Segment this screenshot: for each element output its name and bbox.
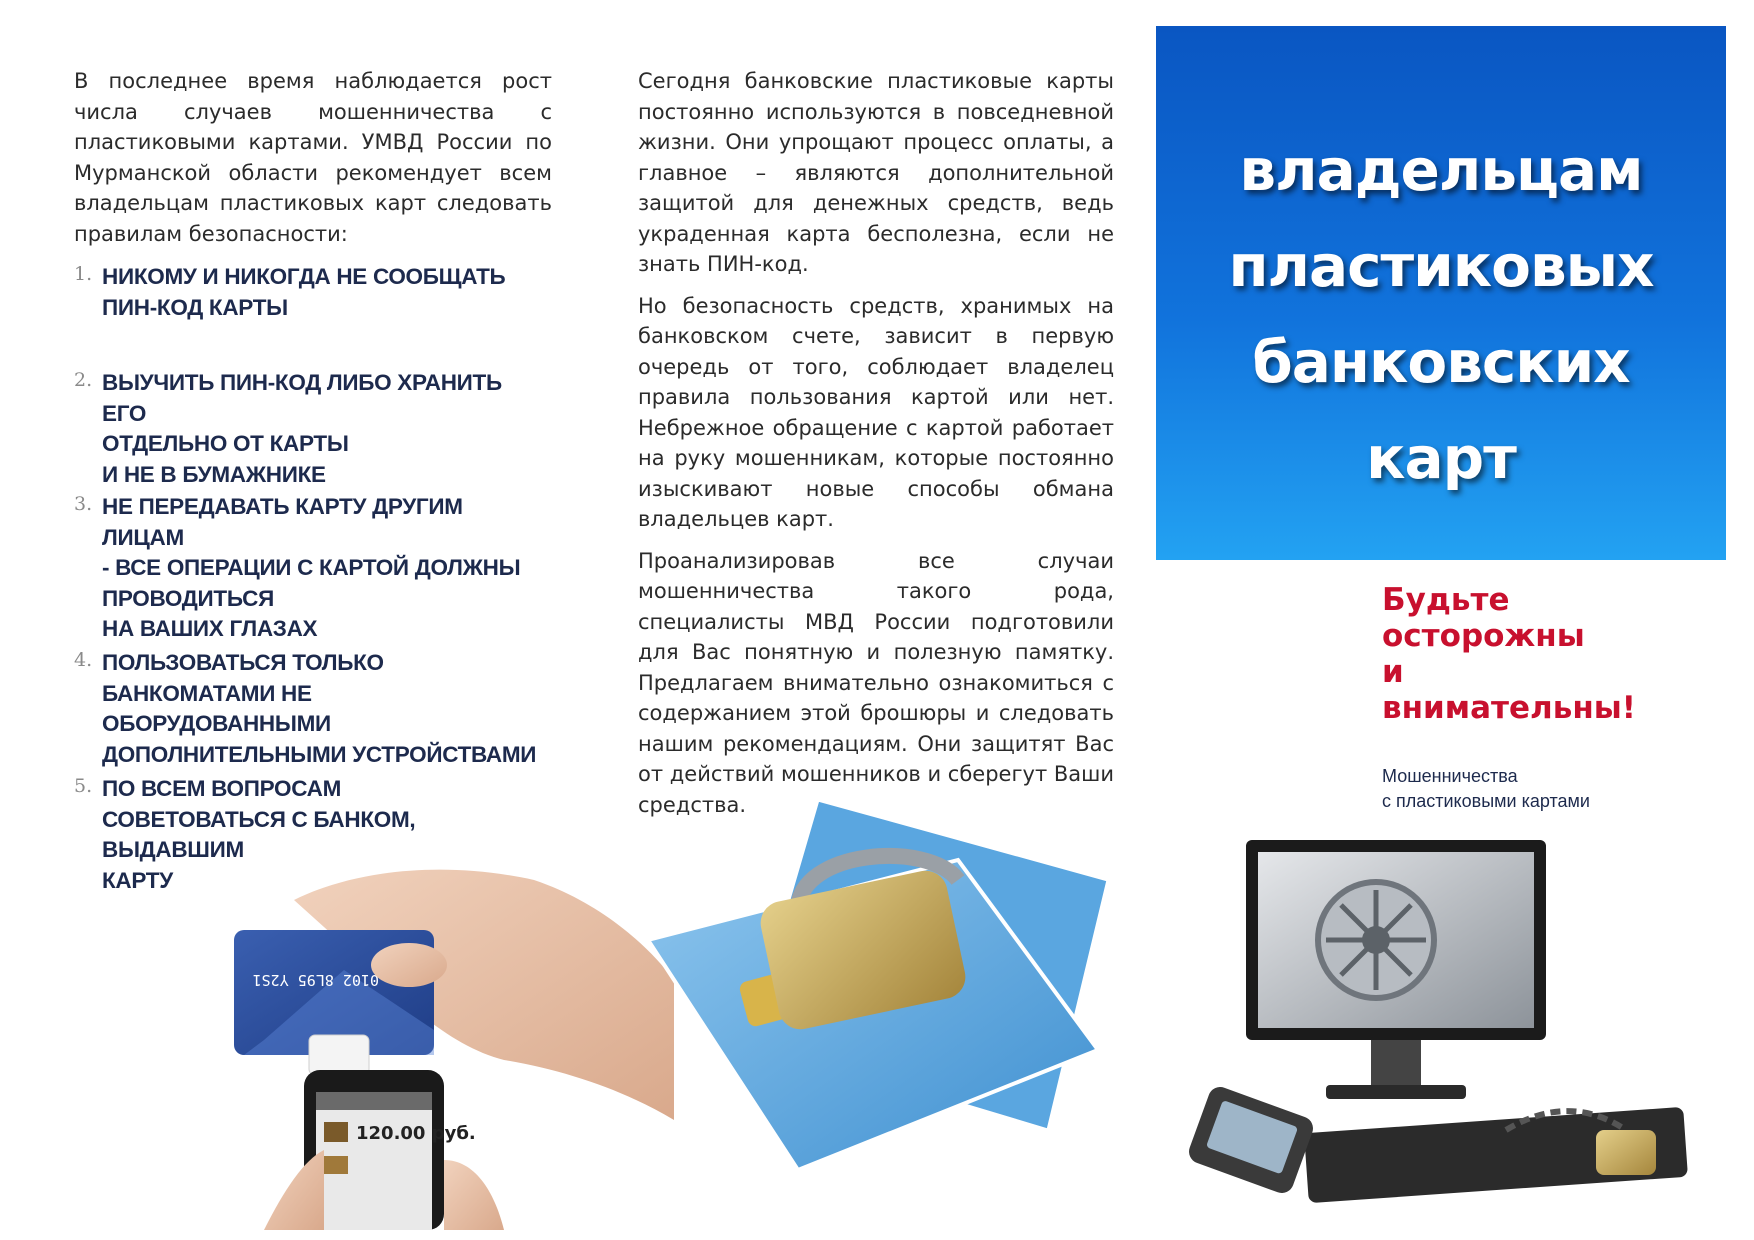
paragraph: Проанализировав все случаи мошенничества такого рода, специалисты МВД России подготовили для Вас понятную и полезную памятку. Предлагаем внимательно ознакомиться с содержанием этой брошюры и следовать нашим рекомендациям. Они защитят Вас от действий мошенников и сберегут Ваши средства. <box>638 548 1114 817</box>
paragraph: Но безопасность средств, хранимых на банковском счете, зависит в первую очередь от того, соблюдает владелец правила пользования картой или нет. Небрежное обращение с картой работает на руку мошенникам, которые постоянно изыскивают новые способы обмана владельцев карт. <box>638 293 1114 531</box>
middle-text <box>638 66 1114 831</box>
svg-text:0102 8L95 Y2S1: 0102 8L95 Y2S1 <box>252 971 379 989</box>
rule-item <box>74 648 544 770</box>
title-line: банковских <box>1252 328 1630 396</box>
rule-item <box>74 368 544 490</box>
title-line: владельцам <box>1239 136 1643 204</box>
title-line: карт <box>1366 424 1516 492</box>
rule-number: 1. <box>74 263 93 285</box>
rule-text: ПО ВСЕМ ВОПРОСАМ СОВЕТОВАТЬСЯ С БАНКОМ, ВЫДАВШИМ КАРТУ <box>102 776 416 893</box>
rule-item <box>74 262 544 323</box>
paragraph: Сегодня банковские пластиковые карты постоянно используются в повседневной жизни. Они упрощают процесс оплаты, а главное – являются дополнительной защитой для денежных средств, ведь украденная карта бесполезна, если не знать ПИН-код. <box>638 69 1114 276</box>
rule-text: ПОЛЬЗОВАТЬСЯ ТОЛЬКО БАНКОМАТАМИ НЕ ОБОРУДОВАННЫМИ ДОПОЛНИТЕЛЬНЫМИ УСТРОЙСТВАМИ <box>102 650 537 767</box>
rule-text: ВЫУЧИТЬ ПИН-КОД ЛИБО ХРАНИТЬ ЕГО ОТДЕЛЬНО ОТ КАРТЫ И НЕ В БУМАЖНИКЕ <box>102 370 502 487</box>
rule-text: НЕ ПЕРЕДАВАТЬ КАРТУ ДРУГИМ ЛИЦАМ - ВСЕ ОПЕРАЦИИ С КАРТОЙ ДОЛЖНЫ ПРОВОДИТЬСЯ НА ВАШИХ ГЛАЗАХ <box>102 494 521 641</box>
phone-amount-label: 120.00 руб. <box>356 1123 476 1144</box>
rule-number: 4. <box>74 649 93 671</box>
computer-vault-illustration <box>1176 830 1716 1210</box>
brochure-subtitle: Мошенничества с пластиковыми картами <box>1382 766 1590 811</box>
intro-text: В последнее время наблюдается рост числа случаев мошенничества с пластиковыми картами. УМВД России по Мурманской области рекомендует всем владельцам пластиковых карт следовать правилам безопасности: <box>74 69 552 246</box>
card-reader-illustration <box>144 860 674 1230</box>
rule-number: 3. <box>74 493 93 515</box>
title-line: пластиковых <box>1228 232 1654 300</box>
rule-number: 2. <box>74 369 93 391</box>
rule-item <box>74 492 544 645</box>
rule-text: НИКОМУ И НИКОГДА НЕ СООБЩАТЬ ПИН-КОД КАРТЫ <box>102 264 506 320</box>
title-banner <box>1156 26 1726 560</box>
rule-number: 5. <box>74 775 93 797</box>
warning-text: Будьте осторожны и внимательны! <box>1382 582 1636 726</box>
locked-cards-illustration <box>628 790 1118 1180</box>
